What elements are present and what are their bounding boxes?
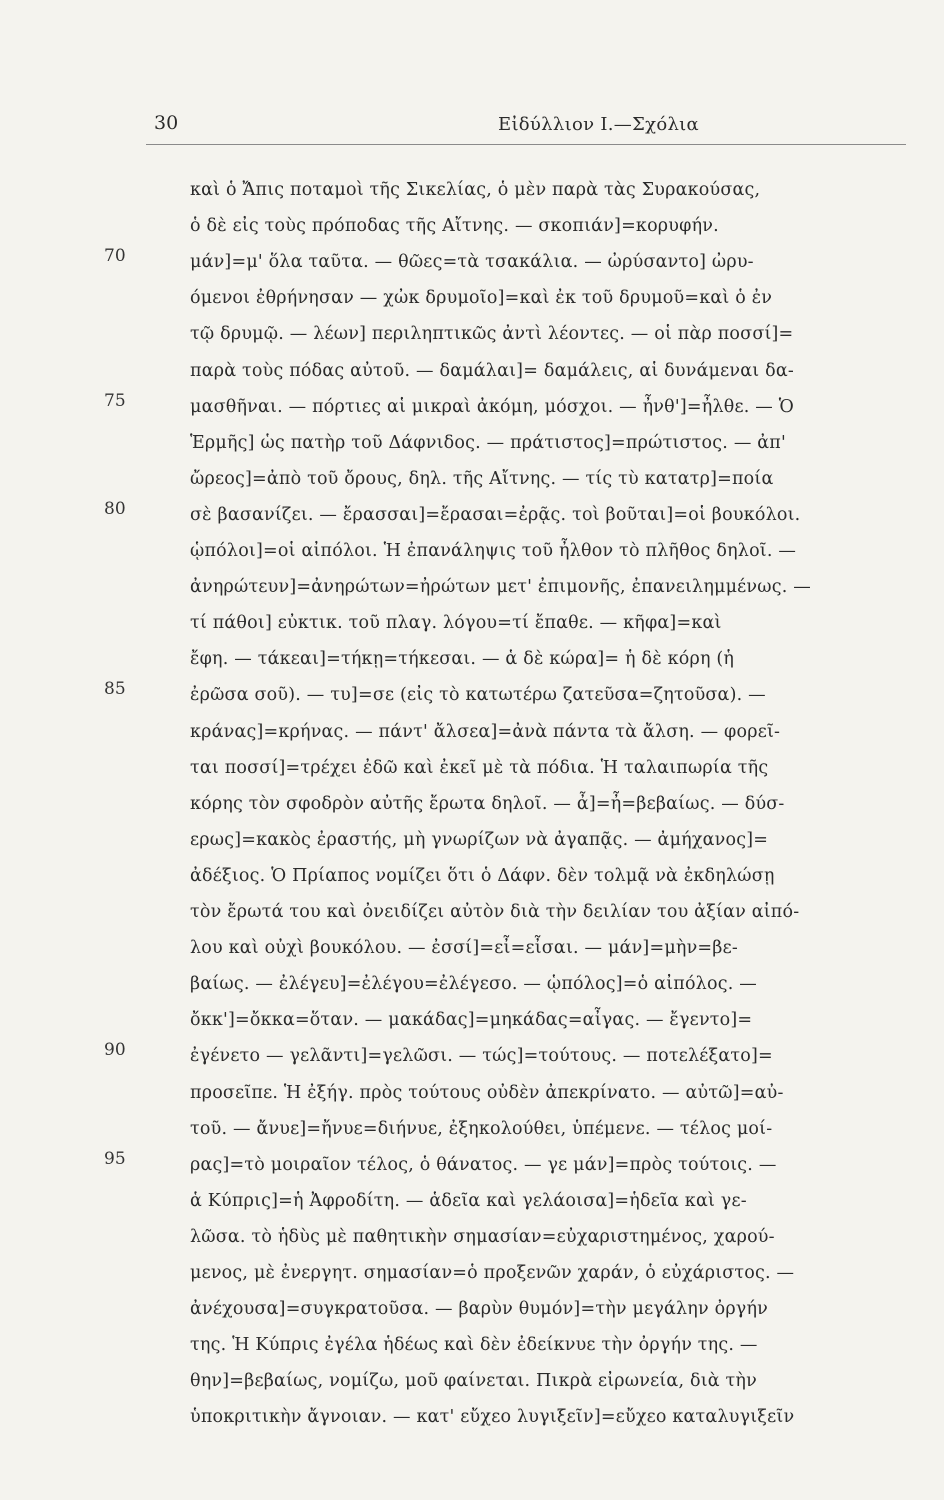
header-title: Εἰδύλλιον I.—Σχόλια — [498, 114, 699, 135]
text-line — [0, 1255, 944, 1291]
line-text: ερως]=κακὸς ἐραστής, μὴ γνωρίζων νὰ ἀγαπᾷς. — ἀμήχανος]= — [190, 829, 769, 850]
line-text: ὄκκ']=ὄκκα=ὅταν. — μακάδας]=μηκάδας=αἶγας. — ἔγεντο]= — [190, 1010, 753, 1031]
line-text: καὶ ὁ Ἄπις ποταμοὶ τῆς Σικελίας, ὁ μὲν παρὰ τὰς Συρακούσας, — [190, 180, 761, 200]
line-text: λου καὶ οὐχὶ βουκόλου. — ἐσσί]=εἶ=εἶσαι. — μάν]=μὴν=βε- — [190, 938, 738, 959]
text-line — [0, 822, 944, 858]
line-text: Ἑρμῆς] ὡς πατὴρ τοῦ Δάφνιδος. — πράτιστος]=πρώτιστος. — ἀπ' — [190, 432, 787, 453]
text-line — [0, 461, 944, 497]
line-text: ἀδέξιος. Ὁ Πρίαπος νομίζει ὅτι ὁ Δάφν. δὲν τολμᾷ νὰ ἐκδηλώσῃ — [190, 865, 775, 886]
line-text: ἔφη. — τάκεαι]=τήκῃ=τήκεσαι. — ἁ δὲ κώρα]= ἡ δὲ κόρη (ἡ — [190, 649, 735, 670]
text-line — [0, 1327, 944, 1363]
text-line — [0, 1291, 944, 1327]
text-line — [0, 641, 944, 677]
text-line — [0, 605, 944, 641]
text-line — [0, 353, 944, 389]
text-line — [0, 750, 944, 786]
running-header — [146, 110, 906, 145]
line-text: κράνας]=κρήνας. — πάντ' ἄλσεα]=ἀνὰ πάντα τὰ ἄλση. — φορεῖ- — [190, 721, 781, 742]
line-text: όμενοι ἐθρήνησαν — χὠκ δρυμοῖο]=καὶ ἐκ τοῦ δρυμοῦ=καὶ ὁ ἐν — [190, 288, 773, 309]
text-line — [0, 930, 944, 966]
text-line — [0, 208, 944, 244]
text-line — [0, 714, 944, 750]
line-text: βαίως. — ἐλέγευ]=ἐλέγου=ἐλέγεσο. — ᾡπόλος]=ὁ αἰπόλος. — — [190, 974, 757, 995]
line-text: ᾡπόλοι]=οἱ αἰπόλοι. Ἡ ἐπανάληψις τοῦ ἦλθον τὸ πλῆθος δηλοῖ. — — [190, 541, 797, 561]
line-text: ἁ Κύπρις]=ἡ Ἀφροδίτη. — ἁδεῖα καὶ γελάοισα]=ἡδεῖα καὶ γε- — [190, 1190, 747, 1211]
line-text: μενος, μὲ ἐνεργητ. σημασίαν=ὁ προξενῶν χαράν, ὁ εὐχάριστος. — — [190, 1263, 795, 1283]
text-line — [0, 1147, 944, 1183]
line-text: ἐγένετο — γελᾶντι]=γελῶσι. — τώς]=τούτους. — ποτελέξατο]= — [190, 1046, 773, 1067]
line-text: κόρης τὸν σφοδρὸν αὐτῆς ἔρωτα δηλοῖ. — ἆ]=ἦ=βεβαίως. — δύσ- — [190, 793, 785, 814]
line-text: ἐρῶσα σοῦ). — τυ]=σε (εἰς τὸ κατωτέρω ζατεῦσα=ζητοῦσα). — — [190, 685, 766, 706]
text-line — [0, 1002, 944, 1038]
line-number: 75 — [104, 390, 126, 411]
text-line — [0, 1219, 944, 1255]
text-line — [0, 966, 944, 1002]
line-text: τῷ δρυμῷ. — λέων] περιληπτικῶς ἀντὶ λέοντες. — οἱ πὰρ ποσσί]= — [190, 324, 794, 345]
text-line — [0, 425, 944, 461]
line-text: ἀνέχουσα]=συγκρατοῦσα. — βαρὺν θυμόν]=τὴν μεγάλην ὀργήν — [190, 1299, 768, 1320]
line-number: 95 — [104, 1148, 126, 1169]
text-line — [0, 316, 944, 352]
text-line — [0, 1399, 944, 1435]
line-text: σὲ βασανίζει. — ἔρασσαι]=ἔρασαι=ἐρᾷς. τοὶ βοῦται]=οἱ βουκόλοι. — [190, 504, 801, 525]
text-line — [0, 1111, 944, 1147]
text-line — [0, 1363, 944, 1399]
line-text: ἀνηρώτευν]=ἀνηρώτων=ἠρώτων μετ' ἐπιμονῆς, ἐπανειλημμένως. — — [190, 577, 811, 598]
text-line — [0, 389, 944, 425]
text-line — [0, 1038, 944, 1074]
line-text: προσεῖπε. Ἡ ἐξήγ. πρὸς τούτους οὐδὲν ἀπεκρίνατο. — αὐτῶ]=αὐ- — [190, 1082, 784, 1103]
line-text: ὁ δὲ εἰς τοὺς πρόποδας τῆς Αἴτνης. — σκοπιάν]=κορυφήν. — [190, 216, 719, 237]
text-line — [0, 533, 944, 569]
text-line — [0, 497, 944, 533]
line-number: 70 — [104, 246, 126, 267]
text-line — [0, 894, 944, 930]
line-text: τί πάθοι] εὐκτικ. τοῦ πλαγ. λόγου=τί ἔπαθε. — κῆφα]=καὶ — [190, 613, 722, 634]
text-line — [0, 786, 944, 822]
text-line — [0, 1183, 944, 1219]
text-line — [0, 244, 944, 280]
line-text: ται ποσσί]=τρέχει ἐδῶ καὶ ἐκεῖ μὲ τὰ πόδια. Ἡ ταλαιπωρία τῆς — [190, 757, 769, 778]
line-number: 90 — [104, 1040, 126, 1061]
line-text: της. Ἡ Κύπρις ἐγέλα ἡδέως καὶ δὲν ἐδείκνυε τὴν ὀργήν της. — — [190, 1335, 758, 1356]
line-text: μάν]=μ' ὅλα ταῦτα. — θῶες=τὰ τσακάλια. — ὠρύσαντο] ὠρυ- — [190, 252, 754, 273]
line-text: θην]=βεβαίως, νομίζω, μοῦ φαίνεται. Πικρὰ εἰρωνεία, διὰ τὴν — [190, 1371, 757, 1392]
text-line — [0, 172, 944, 208]
text-line — [0, 280, 944, 316]
line-text: ρας]=τὸ μοιραῖον τέλος, ὁ θάνατος. — γε μάν]=πρὸς τούτοις. — — [190, 1154, 777, 1175]
text-line — [0, 569, 944, 605]
text-line — [0, 677, 944, 713]
line-number: 80 — [104, 498, 126, 519]
line-text: μασθῆναι. — πόρτιες αἱ μικραὶ ἀκόμη, μόσχοι. — ἦνθ']=ἦλθε. — Ὁ — [190, 396, 794, 417]
line-text: τοῦ. — ἄνυε]=ἤνυε=διήνυε, ἐξηκολούθει, ὑπέμενε. — τέλος μοί- — [190, 1118, 773, 1139]
line-text: ὑποκριτικὴν ἄγνοιαν. — κατ' εὔχεο λυγιξεῖν]=εὔχεο καταλυγιξεῖν — [190, 1407, 795, 1428]
text-line — [0, 1075, 944, 1111]
line-text: τὸν ἔρωτά του καὶ ὀνειδίζει αὐτὸν διὰ τὴν δειλίαν του ἀξίαν αἰπό- — [190, 902, 800, 922]
text-line — [0, 858, 944, 894]
line-number: 85 — [104, 679, 126, 700]
page-number: 30 — [154, 112, 179, 134]
line-text: λῶσα. τὸ ἡδὺς μὲ παθητικὴν σημασίαν=εὐχαριστημένος, χαρού- — [190, 1226, 775, 1247]
line-text: ὤρεος]=ἀπὸ τοῦ ὄρους, δηλ. τῆς Αἴτνης. — τίς τὺ κατατρ]=ποία — [190, 468, 774, 489]
line-text: παρὰ τοὺς πόδας αὐτοῦ. — δαμάλαι]= δαμάλεις, αἱ δυνάμεναι δα- — [190, 360, 794, 381]
